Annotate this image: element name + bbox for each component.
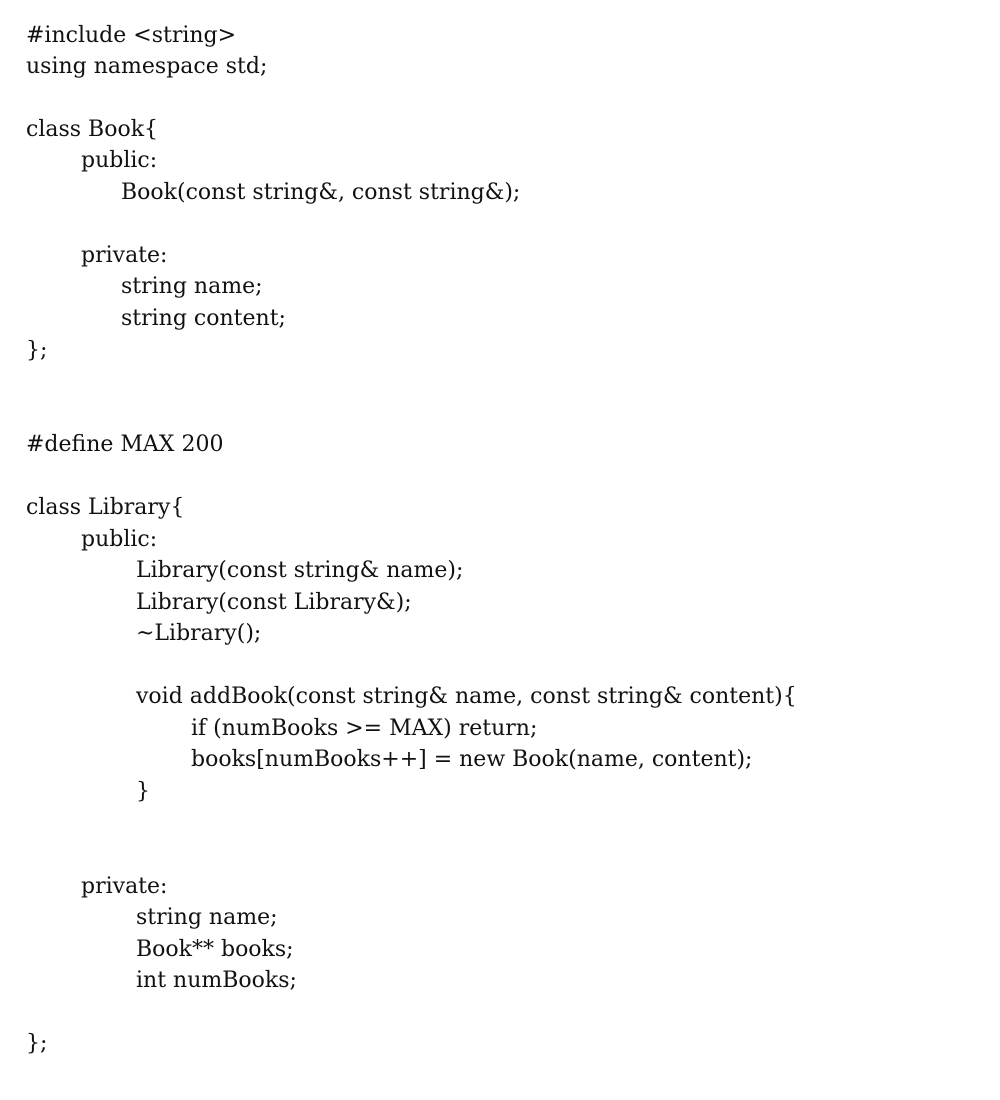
library-class-end: }; (26, 1031, 48, 1056)
library-public-label: public: (81, 527, 158, 552)
library-name-member: string name; (136, 905, 278, 930)
library-name-constructor: Library(const string& name); (136, 558, 464, 583)
book-name-member: string name; (121, 274, 263, 299)
include-directive: #include <string> (26, 23, 237, 48)
book-constructor-declaration: Book(const string&, const string&); (121, 180, 521, 205)
book-public-label: public: (81, 148, 158, 173)
book-content-member: string content; (121, 306, 286, 331)
addbook-method-signature: void addBook(const string& name, const string& content){ (136, 684, 797, 709)
library-private-label: private: (81, 874, 168, 899)
addbook-method-end: } (136, 779, 150, 804)
addbook-guard-statement: if (numBooks >= MAX) return; (191, 716, 538, 741)
using-directive: using namespace std; (26, 54, 268, 79)
addbook-assignment-statement: books[numBooks++] = new Book(name, content); (191, 747, 753, 772)
library-class-declaration: class Library{ (26, 495, 185, 520)
max-define: #define MAX 200 (26, 432, 224, 457)
book-private-label: private: (81, 243, 168, 268)
book-class-declaration: class Book{ (26, 117, 159, 142)
library-copy-constructor: Library(const Library&); (136, 590, 412, 615)
library-books-member: Book** books; (136, 937, 294, 962)
book-class-end: }; (26, 338, 48, 363)
library-destructor: ~Library(); (136, 621, 262, 646)
library-numbooks-member: int numBooks; (136, 968, 297, 993)
